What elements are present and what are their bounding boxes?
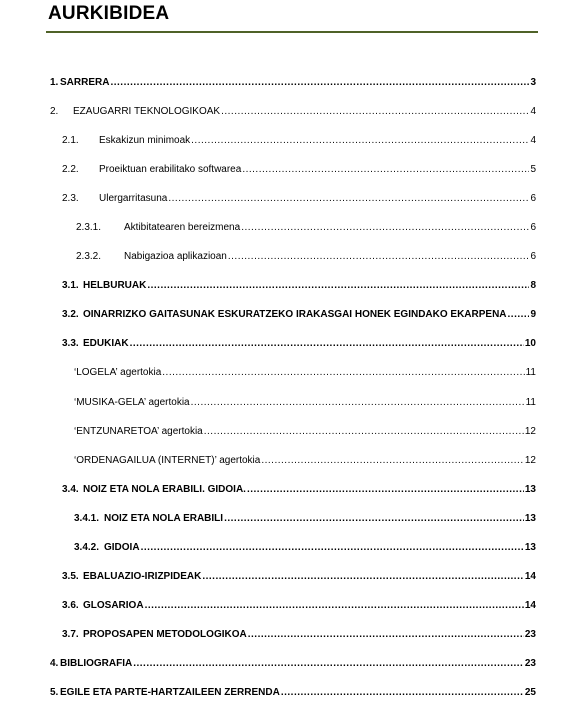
toc-entry-page: 3 (530, 77, 536, 88)
toc-entry-page: 12 (524, 455, 536, 466)
toc-entry-page: 23 (524, 629, 536, 640)
toc-entry[interactable] (62, 192, 536, 205)
dot-leader (204, 425, 524, 438)
dot-leader (147, 279, 529, 292)
dot-leader (261, 454, 524, 467)
toc-entry-number: 2.1. (62, 135, 79, 146)
dot-leader (141, 541, 524, 554)
toc-entry[interactable] (76, 221, 536, 234)
toc-entry[interactable] (74, 541, 536, 554)
toc-entry-number: 5. (50, 687, 59, 698)
toc-entry-number: 3.7. (62, 629, 79, 640)
toc-entry[interactable] (62, 570, 536, 583)
toc-entry-title: NOIZ ETA NOLA ERABILI. GIDOIA. (83, 484, 246, 495)
toc-entry[interactable] (50, 76, 536, 89)
toc-entry-number: 3.5. (62, 571, 79, 582)
toc-entry-page: 4 (530, 135, 536, 146)
toc-entry-page: 4 (530, 106, 536, 117)
toc-entry-page: 14 (524, 600, 536, 611)
toc-entry-number: 1. (50, 77, 59, 88)
toc-entry-number: 4. (50, 658, 59, 669)
toc-entry-title: ‘LOGELA’ agertokia (74, 367, 162, 378)
toc-entry-page: 14 (524, 571, 536, 582)
toc-entry-page: 9 (530, 309, 536, 320)
toc-entry[interactable] (62, 483, 536, 496)
toc-entry-page: 12 (524, 426, 536, 437)
dot-leader (221, 105, 529, 118)
toc-entry[interactable] (50, 105, 536, 118)
dot-leader (145, 599, 524, 612)
toc-entry[interactable] (74, 454, 536, 467)
toc-entry[interactable] (62, 163, 536, 176)
toc-entry-number: 3.4.2. (74, 542, 100, 553)
toc-entry-title: EGILE ETA PARTE-HARTZAILEEN ZERRENDA (60, 687, 280, 698)
toc-entry-page: 13 (524, 513, 536, 524)
toc-entry[interactable] (50, 657, 536, 670)
toc-entry-page: 11 (525, 397, 536, 408)
toc-entry-title: PROPOSAPEN METODOLOGIKOA (83, 629, 247, 640)
dot-leader (162, 366, 524, 379)
toc-entry-page: 23 (524, 658, 536, 669)
toc-entry-title: GIDOIA (104, 542, 140, 553)
toc-entry-page: 10 (524, 338, 536, 349)
toc-entry-page: 13 (524, 542, 536, 553)
dot-leader (281, 686, 524, 699)
toc-entry-title: Eskakizun minimoak (99, 135, 191, 146)
toc-entry-page: 25 (524, 687, 536, 698)
toc-entry[interactable] (74, 366, 536, 379)
toc-entry[interactable] (50, 686, 536, 699)
dot-leader (248, 628, 524, 641)
toc-entry-page: 6 (530, 193, 536, 204)
toc-entry-number: 2. (50, 106, 59, 117)
dot-leader (133, 657, 524, 670)
dot-leader (191, 134, 529, 147)
dot-leader (247, 483, 524, 496)
dot-leader (508, 308, 530, 321)
toc-entry-title: EDUKIAK (83, 338, 129, 349)
dot-leader (224, 512, 524, 525)
dot-leader (168, 192, 529, 205)
toc-entry-title: Proeiktuan erabilitako softwarea (99, 164, 242, 175)
toc-entry-title: GLOSARIOA (83, 600, 144, 611)
toc-entry[interactable] (62, 337, 536, 350)
page-title: AURKIBIDEA (48, 3, 170, 24)
toc-entry[interactable] (62, 308, 536, 321)
toc-entry-number: 3.1. (62, 280, 79, 291)
toc-entry-number: 3.3. (62, 338, 79, 349)
toc-entry-title: ‘ORDENAGAILUA (INTERNET)’ agertokia (74, 455, 261, 466)
toc-entry-title: Ulergarritasuna (99, 193, 168, 204)
toc-entry-page: 13 (524, 484, 536, 495)
toc-entry-number: 3.4. (62, 484, 79, 495)
toc-entry-page: 8 (530, 280, 536, 291)
toc-entry[interactable] (62, 599, 536, 612)
toc-entry[interactable] (74, 512, 536, 525)
toc-entry-page: 6 (530, 251, 536, 262)
toc-entry-number: 2.3.1. (76, 222, 102, 233)
dot-leader (202, 570, 524, 583)
dot-leader (191, 396, 525, 409)
toc-entry-page: 5 (530, 164, 536, 175)
toc-entry-number: 2.3. (62, 193, 79, 204)
toc-entry[interactable] (74, 425, 536, 438)
dot-leader (130, 337, 524, 350)
toc-entry-title: EBALUAZIO-IRIZPIDEAK (83, 571, 202, 582)
toc-entry-title: EZAUGARRI TEKNOLOGIKOAK (73, 106, 221, 117)
toc-entry[interactable] (74, 396, 536, 409)
toc-entry-title: ‘MUSIKA-GELA’ agertokia (74, 397, 190, 408)
dot-leader (242, 163, 529, 176)
toc-entry-number: 2.2. (62, 164, 79, 175)
dot-leader (110, 76, 529, 89)
toc-entry-title: HELBURUAK (83, 280, 147, 291)
toc-entry-number: 2.3.2. (76, 251, 102, 262)
toc-entry-number: 3.6. (62, 600, 79, 611)
toc-entry-title: ‘ENTZUNARETOA’ agertokia (74, 426, 203, 437)
dot-leader (228, 250, 530, 263)
toc-entry-title: Nabigazioa aplikazioan (124, 251, 227, 262)
toc-entry-title: Aktibitatearen bereizmena (124, 222, 241, 233)
toc-entry[interactable] (62, 279, 536, 292)
toc-entry[interactable] (76, 250, 536, 263)
toc-entry-number: 3.2. (62, 309, 79, 320)
toc-entry[interactable] (62, 628, 536, 641)
dot-leader (241, 221, 529, 234)
toc-entry-page: 11 (525, 367, 536, 378)
toc-entry-title: OINARRIZKO GAITASUNAK ESKURATZEKO IRAKASGAI HONEK EGINDAKO EKARPENA (83, 309, 507, 320)
toc-entry[interactable] (62, 134, 536, 147)
toc-entry-page: 6 (530, 222, 536, 233)
toc-entry-title: NOIZ ETA NOLA ERABILI (104, 513, 224, 524)
toc-entry-number: 3.4.1. (74, 513, 100, 524)
toc-entry-title: SARRERA (60, 77, 110, 88)
toc-entry-title: BIBLIOGRAFIA (60, 658, 133, 669)
